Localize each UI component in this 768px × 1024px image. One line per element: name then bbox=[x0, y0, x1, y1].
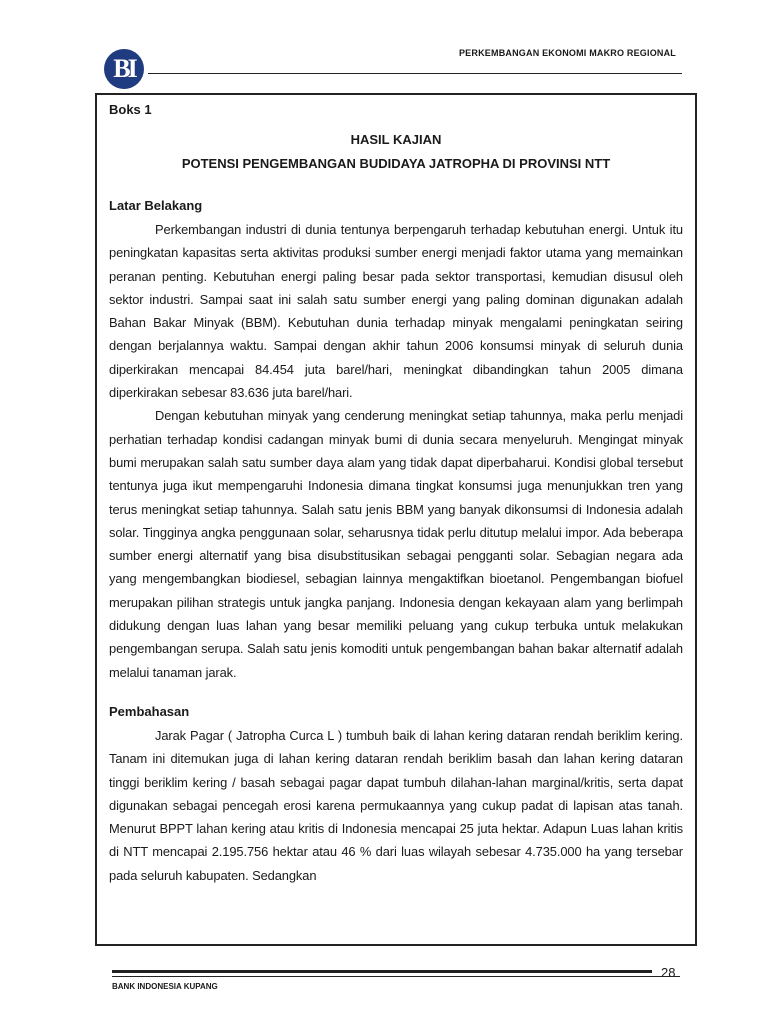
box-heading-1: HASIL KAJIAN bbox=[350, 132, 442, 147]
paragraph: Perkembangan industri di dunia tentunya berpengaruh terhadap kebutuhan energi. Untuk itu peningkatan kapasitas serta aktivitas produksi sumber energi menjadi faktor utama yang memainkan peranan penting. Kebutuhan energi paling besar pada sektor transportasi, kemudian disusul oleh sektor industri. Sampai saat ini salah satu sumber energi yang paling dominan digunakan adalah Bahan Bakar Minyak (BBM). Kebutuhan dunia terhadap minyak mengalami peningkatan seiring dengan berjalannya waktu. Sampai dengan akhir tahun 2006 konsumsi minyak di seluruh dunia diperkirakan mencapai 84.454 juta barel/hari, meningkat dibandingkan tahun 2005 dimana diperkirakan sebesar 83.636 juta barel/hari. bbox=[109, 222, 683, 401]
box-label: Boks 1 bbox=[109, 102, 152, 117]
footer-org: BANK INDONESIA KUPANG bbox=[112, 982, 218, 991]
paragraph: Dengan kebutuhan minyak yang cenderung meningkat setiap tahunnya, maka perlu menjadi perhatian terhadap kondisi cadangan minyak bumi di dunia secara menyeluruh. Mengingat minyak bumi merupakan salah satu sumber daya alam yang tidak dapat diperbaharui. Kondisi global tersebut tentunya juga ikut mempengaruhi Indonesia dimana tingkat konsumsi juga menunjukkan tren yang terus meningkat setiap tahunnya. Salah satu jenis BBM yang banyak dikonsumsi di Indonesia adalah solar. Tingginya angka penggunaan solar, seharusnya tidak perlu ditutup melalui impor. Ada beberapa sumber energi alternatif yang bisa disubstitusikan sebagai pengganti solar. Sebagian negara ada yang mengembangkan biodiesel, sebagian lainnya mengaktifkan bioetanol. Pengembangan biofuel merupakan pilihan strategis untuk jangka panjang. Indonesia dengan kekayaan alam yang berlimpah didukung dengan luas lahan yang besar memiliki peluang yang cukup terbuka untuk melakukan pengembangan serupa. Salah satu jenis komoditi untuk pengembangan bahan bakar alternatif adalah melalui tanaman jarak. bbox=[109, 408, 683, 680]
page-number: 28 bbox=[661, 965, 676, 980]
header-title: PERKEMBANGAN EKONOMI MAKRO REGIONAL bbox=[458, 48, 676, 58]
content-box bbox=[95, 93, 697, 946]
logo-text: BI bbox=[113, 54, 135, 83]
box-heading-2: POTENSI PENGEMBANGAN BUDIDAYA JATROPHA DI PROVINSI NTT bbox=[181, 156, 611, 171]
bank-indonesia-logo bbox=[104, 49, 144, 89]
section-title-latar-belakang: Latar Belakang bbox=[109, 198, 203, 213]
header-rule bbox=[148, 73, 682, 74]
paragraph: Jarak Pagar ( Jatropha Curca L ) tumbuh baik di lahan kering dataran rendah beriklim kering. Tanam ini ditemukan juga di lahan kering dataran rendah beriklim basah dan lahan kering dataran tinggi beriklim kering / basah sebagai pagar dapat tumbuh dilahan-lahan marginal/kritis, serta dapat digunakan sebagai pencegah erosi karena permukaannya yang cukup padat di lapisan atas tanah. Menurut BPPT lahan kering atau kritis di Indonesia mencapai 25 juta hektar. Adapun Luas lahan kritis di NTT mencapai 2.195.756 hektar atau 46 % dari luas wilayah sebesar 4.735.000 ha yang tersebar pada seluruh kabupaten. Sedangkan bbox=[109, 727, 683, 883]
footer-rule-thick bbox=[112, 970, 652, 973]
section-title-pembahasan: Pembahasan bbox=[109, 703, 190, 719]
footer-rule-thin bbox=[112, 976, 680, 977]
